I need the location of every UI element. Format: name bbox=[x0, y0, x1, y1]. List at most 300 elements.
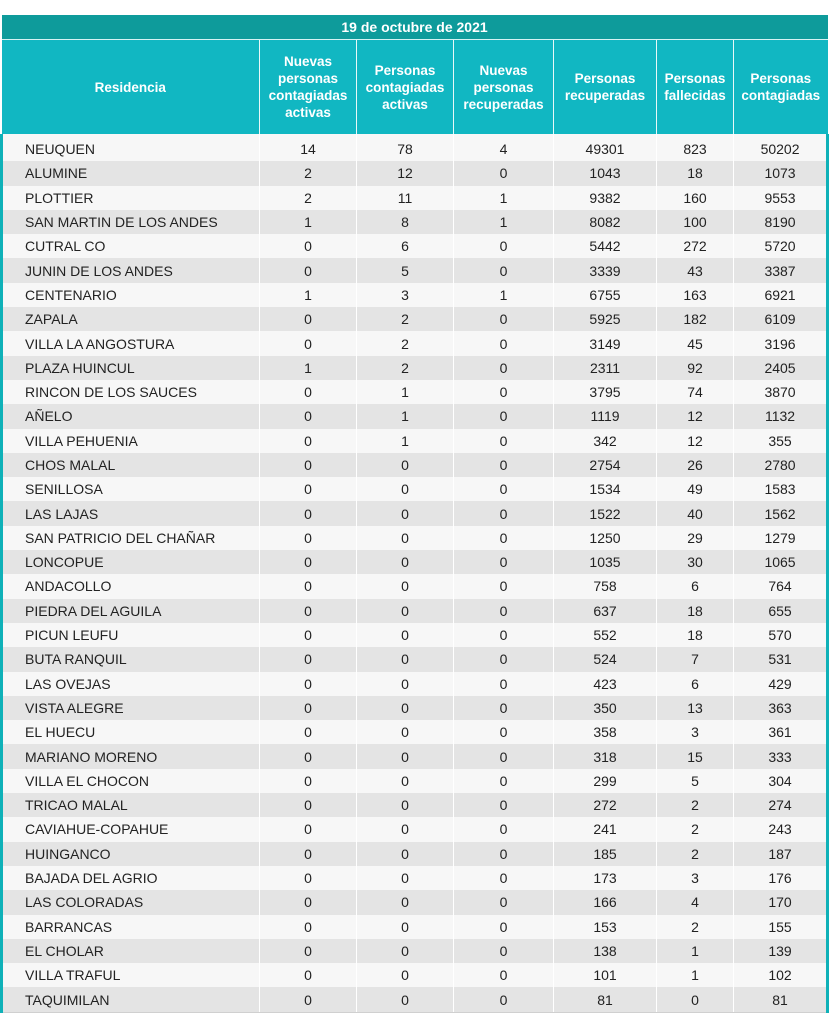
cell-fallecidas: 12 bbox=[657, 404, 734, 428]
cell-recuperadas: 318 bbox=[554, 744, 657, 768]
cell-fallecidas: 30 bbox=[657, 550, 734, 574]
cell-residencia: CUTRAL CO bbox=[2, 234, 260, 258]
cell-contagiadas-activas: 78 bbox=[357, 134, 454, 161]
cell-nuevas-contagiadas-activas: 0 bbox=[260, 429, 357, 453]
cell-contagiadas: 570 bbox=[734, 623, 828, 647]
cell-nuevas-recuperadas: 0 bbox=[454, 769, 554, 793]
cell-contagiadas: 50202 bbox=[734, 134, 828, 161]
cell-contagiadas: 361 bbox=[734, 720, 828, 744]
cell-nuevas-recuperadas: 0 bbox=[454, 550, 554, 574]
cell-residencia: CENTENARIO bbox=[2, 283, 260, 307]
table-row bbox=[2, 453, 828, 477]
table-row bbox=[2, 134, 828, 161]
cell-recuperadas: 342 bbox=[554, 429, 657, 453]
cell-nuevas-recuperadas: 0 bbox=[454, 429, 554, 453]
table-row bbox=[2, 283, 828, 307]
cell-fallecidas: 3 bbox=[657, 720, 734, 744]
cell-residencia: VISTA ALEGRE bbox=[2, 696, 260, 720]
cell-recuperadas: 1250 bbox=[554, 526, 657, 550]
cell-nuevas-recuperadas: 0 bbox=[454, 744, 554, 768]
cell-contagiadas-activas: 2 bbox=[357, 307, 454, 331]
cell-fallecidas: 0 bbox=[657, 987, 734, 1012]
cell-contagiadas: 429 bbox=[734, 672, 828, 696]
cell-nuevas-recuperadas: 0 bbox=[454, 161, 554, 185]
cell-contagiadas-activas: 0 bbox=[357, 623, 454, 647]
table-row bbox=[2, 501, 828, 525]
cell-residencia: LAS COLORADAS bbox=[2, 890, 260, 914]
cell-fallecidas: 74 bbox=[657, 380, 734, 404]
cell-nuevas-recuperadas: 0 bbox=[454, 599, 554, 623]
cell-nuevas-recuperadas: 1 bbox=[454, 210, 554, 234]
table-row bbox=[2, 963, 828, 987]
cell-nuevas-contagiadas-activas: 14 bbox=[260, 134, 357, 161]
table-row bbox=[2, 429, 828, 453]
cell-contagiadas-activas: 0 bbox=[357, 453, 454, 477]
cell-residencia: PIEDRA DEL AGUILA bbox=[2, 599, 260, 623]
cell-contagiadas: 304 bbox=[734, 769, 828, 793]
cell-recuperadas: 166 bbox=[554, 890, 657, 914]
cell-recuperadas: 350 bbox=[554, 696, 657, 720]
cell-contagiadas: 170 bbox=[734, 890, 828, 914]
covid-report-table-container bbox=[0, 15, 826, 1013]
cell-contagiadas-activas: 0 bbox=[357, 574, 454, 598]
cell-residencia: BUTA RANQUIL bbox=[2, 647, 260, 671]
cell-nuevas-recuperadas: 0 bbox=[454, 866, 554, 890]
cell-recuperadas: 49301 bbox=[554, 134, 657, 161]
cell-fallecidas: 6 bbox=[657, 672, 734, 696]
cell-contagiadas-activas: 6 bbox=[357, 234, 454, 258]
cell-contagiadas: 3196 bbox=[734, 331, 828, 355]
cell-fallecidas: 272 bbox=[657, 234, 734, 258]
table-row bbox=[2, 258, 828, 282]
cell-contagiadas-activas: 2 bbox=[357, 331, 454, 355]
cell-nuevas-recuperadas: 0 bbox=[454, 696, 554, 720]
cell-contagiadas: 3387 bbox=[734, 258, 828, 282]
cell-fallecidas: 49 bbox=[657, 477, 734, 501]
cell-residencia: SAN MARTIN DE LOS ANDES bbox=[2, 210, 260, 234]
cell-nuevas-contagiadas-activas: 0 bbox=[260, 987, 357, 1012]
cell-contagiadas: 274 bbox=[734, 793, 828, 817]
table-row bbox=[2, 769, 828, 793]
cell-nuevas-contagiadas-activas: 0 bbox=[260, 331, 357, 355]
cell-contagiadas-activas: 12 bbox=[357, 161, 454, 185]
cell-residencia: PLAZA HUINCUL bbox=[2, 356, 260, 380]
cell-contagiadas: 176 bbox=[734, 866, 828, 890]
cell-nuevas-recuperadas: 0 bbox=[454, 526, 554, 550]
cell-nuevas-recuperadas: 0 bbox=[454, 453, 554, 477]
cell-fallecidas: 2 bbox=[657, 842, 734, 866]
cell-nuevas-contagiadas-activas: 1 bbox=[260, 283, 357, 307]
cell-residencia: LAS LAJAS bbox=[2, 501, 260, 525]
cell-residencia: CHOS MALAL bbox=[2, 453, 260, 477]
table-row bbox=[2, 356, 828, 380]
cell-residencia: BAJADA DEL AGRIO bbox=[2, 866, 260, 890]
cell-nuevas-contagiadas-activas: 2 bbox=[260, 186, 357, 210]
cell-recuperadas: 173 bbox=[554, 866, 657, 890]
cell-fallecidas: 4 bbox=[657, 890, 734, 914]
table-row bbox=[2, 647, 828, 671]
cell-residencia: PLOTTIER bbox=[2, 186, 260, 210]
cell-contagiadas: 333 bbox=[734, 744, 828, 768]
cell-recuperadas: 185 bbox=[554, 842, 657, 866]
table-row bbox=[2, 574, 828, 598]
cell-nuevas-contagiadas-activas: 0 bbox=[260, 623, 357, 647]
cell-recuperadas: 552 bbox=[554, 623, 657, 647]
cell-fallecidas: 2 bbox=[657, 817, 734, 841]
header-nuevas-recuperadas: Nuevas personas recuperadas bbox=[454, 40, 554, 135]
table-row bbox=[2, 404, 828, 428]
cell-contagiadas-activas: 5 bbox=[357, 258, 454, 282]
cell-recuperadas: 3149 bbox=[554, 331, 657, 355]
cell-contagiadas-activas: 1 bbox=[357, 429, 454, 453]
cell-recuperadas: 5442 bbox=[554, 234, 657, 258]
cell-nuevas-contagiadas-activas: 0 bbox=[260, 744, 357, 768]
cell-residencia: AÑELO bbox=[2, 404, 260, 428]
cell-contagiadas: 6109 bbox=[734, 307, 828, 331]
cell-nuevas-recuperadas: 1 bbox=[454, 186, 554, 210]
cell-contagiadas-activas: 0 bbox=[357, 672, 454, 696]
cell-contagiadas: 243 bbox=[734, 817, 828, 841]
cell-fallecidas: 40 bbox=[657, 501, 734, 525]
cell-nuevas-recuperadas: 0 bbox=[454, 501, 554, 525]
table-row bbox=[2, 550, 828, 574]
cell-contagiadas: 1132 bbox=[734, 404, 828, 428]
table-row bbox=[2, 186, 828, 210]
table-row bbox=[2, 380, 828, 404]
cell-contagiadas-activas: 0 bbox=[357, 842, 454, 866]
cell-nuevas-contagiadas-activas: 0 bbox=[260, 963, 357, 987]
cell-contagiadas-activas: 0 bbox=[357, 501, 454, 525]
cell-recuperadas: 101 bbox=[554, 963, 657, 987]
cell-residencia: LONCOPUE bbox=[2, 550, 260, 574]
cell-contagiadas: 2780 bbox=[734, 453, 828, 477]
cell-contagiadas-activas: 0 bbox=[357, 890, 454, 914]
cell-residencia: SENILLOSA bbox=[2, 477, 260, 501]
cell-fallecidas: 2 bbox=[657, 793, 734, 817]
table-row bbox=[2, 939, 828, 963]
table-row bbox=[2, 477, 828, 501]
cell-nuevas-contagiadas-activas: 0 bbox=[260, 769, 357, 793]
cell-recuperadas: 758 bbox=[554, 574, 657, 598]
cell-recuperadas: 1119 bbox=[554, 404, 657, 428]
cell-nuevas-contagiadas-activas: 0 bbox=[260, 574, 357, 598]
cell-contagiadas-activas: 0 bbox=[357, 647, 454, 671]
cell-nuevas-recuperadas: 0 bbox=[454, 574, 554, 598]
cell-nuevas-contagiadas-activas: 0 bbox=[260, 234, 357, 258]
table-row bbox=[2, 234, 828, 258]
cell-contagiadas: 355 bbox=[734, 429, 828, 453]
cell-nuevas-recuperadas: 0 bbox=[454, 234, 554, 258]
cell-recuperadas: 1043 bbox=[554, 161, 657, 185]
cell-nuevas-contagiadas-activas: 0 bbox=[260, 477, 357, 501]
cell-nuevas-contagiadas-activas: 0 bbox=[260, 842, 357, 866]
cell-contagiadas: 9553 bbox=[734, 186, 828, 210]
cell-contagiadas: 363 bbox=[734, 696, 828, 720]
cell-contagiadas: 1073 bbox=[734, 161, 828, 185]
cell-nuevas-recuperadas: 0 bbox=[454, 793, 554, 817]
cell-contagiadas: 1065 bbox=[734, 550, 828, 574]
cell-contagiadas: 2405 bbox=[734, 356, 828, 380]
table-body bbox=[2, 134, 828, 1012]
cell-fallecidas: 45 bbox=[657, 331, 734, 355]
table-row bbox=[2, 987, 828, 1012]
cell-nuevas-recuperadas: 0 bbox=[454, 647, 554, 671]
cell-fallecidas: 15 bbox=[657, 744, 734, 768]
cell-recuperadas: 9382 bbox=[554, 186, 657, 210]
table-row bbox=[2, 526, 828, 550]
cell-nuevas-contagiadas-activas: 0 bbox=[260, 939, 357, 963]
cell-nuevas-contagiadas-activas: 0 bbox=[260, 307, 357, 331]
cell-contagiadas-activas: 8 bbox=[357, 210, 454, 234]
table-title-row bbox=[2, 15, 828, 40]
cell-nuevas-recuperadas: 0 bbox=[454, 356, 554, 380]
header-contagiadas: Personas contagiadas bbox=[734, 40, 828, 135]
cell-nuevas-recuperadas: 0 bbox=[454, 842, 554, 866]
cell-recuperadas: 3339 bbox=[554, 258, 657, 282]
cell-residencia: EL CHOLAR bbox=[2, 939, 260, 963]
table-row bbox=[2, 623, 828, 647]
cell-contagiadas-activas: 0 bbox=[357, 550, 454, 574]
cell-fallecidas: 12 bbox=[657, 429, 734, 453]
cell-fallecidas: 160 bbox=[657, 186, 734, 210]
cell-nuevas-recuperadas: 0 bbox=[454, 817, 554, 841]
cell-fallecidas: 2 bbox=[657, 915, 734, 939]
cell-fallecidas: 1 bbox=[657, 939, 734, 963]
cell-contagiadas-activas: 0 bbox=[357, 866, 454, 890]
cell-fallecidas: 1 bbox=[657, 963, 734, 987]
cell-residencia: VILLA PEHUENIA bbox=[2, 429, 260, 453]
cell-contagiadas: 102 bbox=[734, 963, 828, 987]
header-contagiadas-activas: Personas contagiadas activas bbox=[357, 40, 454, 135]
cell-contagiadas: 155 bbox=[734, 915, 828, 939]
cell-residencia: TRICAO MALAL bbox=[2, 793, 260, 817]
cell-fallecidas: 6 bbox=[657, 574, 734, 598]
cell-nuevas-contagiadas-activas: 0 bbox=[260, 501, 357, 525]
cell-recuperadas: 81 bbox=[554, 987, 657, 1012]
cell-recuperadas: 637 bbox=[554, 599, 657, 623]
cell-nuevas-contagiadas-activas: 0 bbox=[260, 793, 357, 817]
cell-recuperadas: 299 bbox=[554, 769, 657, 793]
table-row bbox=[2, 672, 828, 696]
cell-contagiadas-activas: 0 bbox=[357, 987, 454, 1012]
cell-contagiadas-activas: 0 bbox=[357, 477, 454, 501]
table-row bbox=[2, 696, 828, 720]
cell-nuevas-contagiadas-activas: 0 bbox=[260, 380, 357, 404]
cell-nuevas-contagiadas-activas: 0 bbox=[260, 550, 357, 574]
cell-nuevas-contagiadas-activas: 0 bbox=[260, 890, 357, 914]
cell-fallecidas: 18 bbox=[657, 599, 734, 623]
cell-nuevas-recuperadas: 0 bbox=[454, 404, 554, 428]
cell-nuevas-contagiadas-activas: 0 bbox=[260, 915, 357, 939]
cell-contagiadas-activas: 0 bbox=[357, 915, 454, 939]
cell-fallecidas: 13 bbox=[657, 696, 734, 720]
cell-nuevas-recuperadas: 4 bbox=[454, 134, 554, 161]
cell-nuevas-contagiadas-activas: 1 bbox=[260, 356, 357, 380]
cell-contagiadas: 3870 bbox=[734, 380, 828, 404]
cell-residencia: ZAPALA bbox=[2, 307, 260, 331]
table-row bbox=[2, 793, 828, 817]
cell-fallecidas: 43 bbox=[657, 258, 734, 282]
cell-recuperadas: 2754 bbox=[554, 453, 657, 477]
cell-fallecidas: 3 bbox=[657, 866, 734, 890]
cell-recuperadas: 358 bbox=[554, 720, 657, 744]
cell-recuperadas: 1534 bbox=[554, 477, 657, 501]
cell-nuevas-recuperadas: 0 bbox=[454, 672, 554, 696]
header-recuperadas: Personas recuperadas bbox=[554, 40, 657, 135]
cell-residencia: HUINGANCO bbox=[2, 842, 260, 866]
covid-report-table bbox=[0, 15, 829, 1013]
cell-nuevas-contagiadas-activas: 0 bbox=[260, 696, 357, 720]
cell-residencia: LAS OVEJAS bbox=[2, 672, 260, 696]
cell-nuevas-contagiadas-activas: 2 bbox=[260, 161, 357, 185]
cell-nuevas-contagiadas-activas: 0 bbox=[260, 720, 357, 744]
cell-fallecidas: 100 bbox=[657, 210, 734, 234]
cell-fallecidas: 18 bbox=[657, 161, 734, 185]
cell-recuperadas: 2311 bbox=[554, 356, 657, 380]
cell-fallecidas: 18 bbox=[657, 623, 734, 647]
header-fallecidas: Personas fallecidas bbox=[657, 40, 734, 135]
cell-fallecidas: 163 bbox=[657, 283, 734, 307]
cell-contagiadas-activas: 0 bbox=[357, 963, 454, 987]
cell-contagiadas-activas: 0 bbox=[357, 599, 454, 623]
cell-residencia: VILLA LA ANGOSTURA bbox=[2, 331, 260, 355]
cell-residencia: PICUN LEUFU bbox=[2, 623, 260, 647]
cell-recuperadas: 3795 bbox=[554, 380, 657, 404]
cell-contagiadas-activas: 2 bbox=[357, 356, 454, 380]
cell-nuevas-contagiadas-activas: 0 bbox=[260, 404, 357, 428]
cell-contagiadas: 655 bbox=[734, 599, 828, 623]
table-row bbox=[2, 720, 828, 744]
cell-nuevas-contagiadas-activas: 0 bbox=[260, 817, 357, 841]
table-row bbox=[2, 842, 828, 866]
cell-contagiadas-activas: 0 bbox=[357, 744, 454, 768]
cell-nuevas-recuperadas: 0 bbox=[454, 987, 554, 1012]
table-row bbox=[2, 331, 828, 355]
cell-fallecidas: 5 bbox=[657, 769, 734, 793]
cell-residencia: ANDACOLLO bbox=[2, 574, 260, 598]
cell-fallecidas: 29 bbox=[657, 526, 734, 550]
cell-nuevas-contagiadas-activas: 0 bbox=[260, 526, 357, 550]
cell-residencia: MARIANO MORENO bbox=[2, 744, 260, 768]
table-row bbox=[2, 817, 828, 841]
cell-contagiadas: 1279 bbox=[734, 526, 828, 550]
cell-residencia: NEUQUEN bbox=[2, 134, 260, 161]
cell-nuevas-contagiadas-activas: 0 bbox=[260, 672, 357, 696]
table-row bbox=[2, 307, 828, 331]
cell-nuevas-recuperadas: 0 bbox=[454, 890, 554, 914]
cell-contagiadas-activas: 3 bbox=[357, 283, 454, 307]
table-header-row bbox=[2, 40, 828, 135]
table-row bbox=[2, 161, 828, 185]
cell-nuevas-contagiadas-activas: 0 bbox=[260, 258, 357, 282]
cell-residencia: ALUMINE bbox=[2, 161, 260, 185]
cell-contagiadas: 6921 bbox=[734, 283, 828, 307]
table-row bbox=[2, 866, 828, 890]
cell-contagiadas-activas: 0 bbox=[357, 817, 454, 841]
header-residencia: Residencia bbox=[2, 40, 260, 135]
cell-recuperadas: 423 bbox=[554, 672, 657, 696]
cell-recuperadas: 153 bbox=[554, 915, 657, 939]
cell-contagiadas-activas: 0 bbox=[357, 793, 454, 817]
cell-contagiadas-activas: 0 bbox=[357, 939, 454, 963]
cell-residencia: EL HUECU bbox=[2, 720, 260, 744]
cell-contagiadas: 1562 bbox=[734, 501, 828, 525]
table-row bbox=[2, 210, 828, 234]
cell-recuperadas: 6755 bbox=[554, 283, 657, 307]
cell-nuevas-contagiadas-activas: 0 bbox=[260, 866, 357, 890]
cell-fallecidas: 26 bbox=[657, 453, 734, 477]
cell-contagiadas-activas: 0 bbox=[357, 526, 454, 550]
table-row bbox=[2, 744, 828, 768]
cell-recuperadas: 138 bbox=[554, 939, 657, 963]
header-nuevas-contagiadas-activas: Nuevas personas contagiadas activas bbox=[260, 40, 357, 135]
cell-residencia: BARRANCAS bbox=[2, 915, 260, 939]
cell-nuevas-recuperadas: 0 bbox=[454, 939, 554, 963]
cell-nuevas-contagiadas-activas: 0 bbox=[260, 647, 357, 671]
table-row bbox=[2, 599, 828, 623]
cell-fallecidas: 92 bbox=[657, 356, 734, 380]
cell-contagiadas: 531 bbox=[734, 647, 828, 671]
cell-residencia: CAVIAHUE-COPAHUE bbox=[2, 817, 260, 841]
cell-recuperadas: 1035 bbox=[554, 550, 657, 574]
cell-contagiadas-activas: 1 bbox=[357, 404, 454, 428]
table-row bbox=[2, 915, 828, 939]
cell-recuperadas: 8082 bbox=[554, 210, 657, 234]
cell-recuperadas: 5925 bbox=[554, 307, 657, 331]
cell-residencia: JUNIN DE LOS ANDES bbox=[2, 258, 260, 282]
cell-contagiadas: 5720 bbox=[734, 234, 828, 258]
cell-nuevas-recuperadas: 0 bbox=[454, 477, 554, 501]
cell-nuevas-recuperadas: 0 bbox=[454, 623, 554, 647]
cell-nuevas-recuperadas: 0 bbox=[454, 720, 554, 744]
cell-contagiadas-activas: 0 bbox=[357, 696, 454, 720]
cell-recuperadas: 241 bbox=[554, 817, 657, 841]
cell-residencia: SAN PATRICIO DEL CHAÑAR bbox=[2, 526, 260, 550]
cell-recuperadas: 1522 bbox=[554, 501, 657, 525]
cell-fallecidas: 182 bbox=[657, 307, 734, 331]
cell-residencia: VILLA EL CHOCON bbox=[2, 769, 260, 793]
cell-nuevas-contagiadas-activas: 0 bbox=[260, 599, 357, 623]
cell-residencia: VILLA TRAFUL bbox=[2, 963, 260, 987]
report-date-title: 19 de octubre de 2021 bbox=[2, 15, 828, 40]
cell-contagiadas: 764 bbox=[734, 574, 828, 598]
cell-nuevas-recuperadas: 1 bbox=[454, 283, 554, 307]
cell-nuevas-recuperadas: 0 bbox=[454, 963, 554, 987]
cell-contagiadas: 1583 bbox=[734, 477, 828, 501]
cell-contagiadas-activas: 0 bbox=[357, 769, 454, 793]
cell-contagiadas: 187 bbox=[734, 842, 828, 866]
cell-contagiadas: 81 bbox=[734, 987, 828, 1012]
cell-contagiadas-activas: 11 bbox=[357, 186, 454, 210]
cell-recuperadas: 524 bbox=[554, 647, 657, 671]
cell-residencia: RINCON DE LOS SAUCES bbox=[2, 380, 260, 404]
cell-nuevas-recuperadas: 0 bbox=[454, 331, 554, 355]
cell-nuevas-recuperadas: 0 bbox=[454, 258, 554, 282]
cell-contagiadas-activas: 0 bbox=[357, 720, 454, 744]
cell-nuevas-recuperadas: 0 bbox=[454, 915, 554, 939]
cell-contagiadas-activas: 1 bbox=[357, 380, 454, 404]
cell-nuevas-contagiadas-activas: 0 bbox=[260, 453, 357, 477]
table-row bbox=[2, 890, 828, 914]
cell-residencia: TAQUIMILAN bbox=[2, 987, 260, 1012]
cell-recuperadas: 272 bbox=[554, 793, 657, 817]
cell-contagiadas: 139 bbox=[734, 939, 828, 963]
cell-nuevas-contagiadas-activas: 1 bbox=[260, 210, 357, 234]
cell-nuevas-recuperadas: 0 bbox=[454, 380, 554, 404]
cell-nuevas-recuperadas: 0 bbox=[454, 307, 554, 331]
cell-fallecidas: 823 bbox=[657, 134, 734, 161]
cell-fallecidas: 7 bbox=[657, 647, 734, 671]
